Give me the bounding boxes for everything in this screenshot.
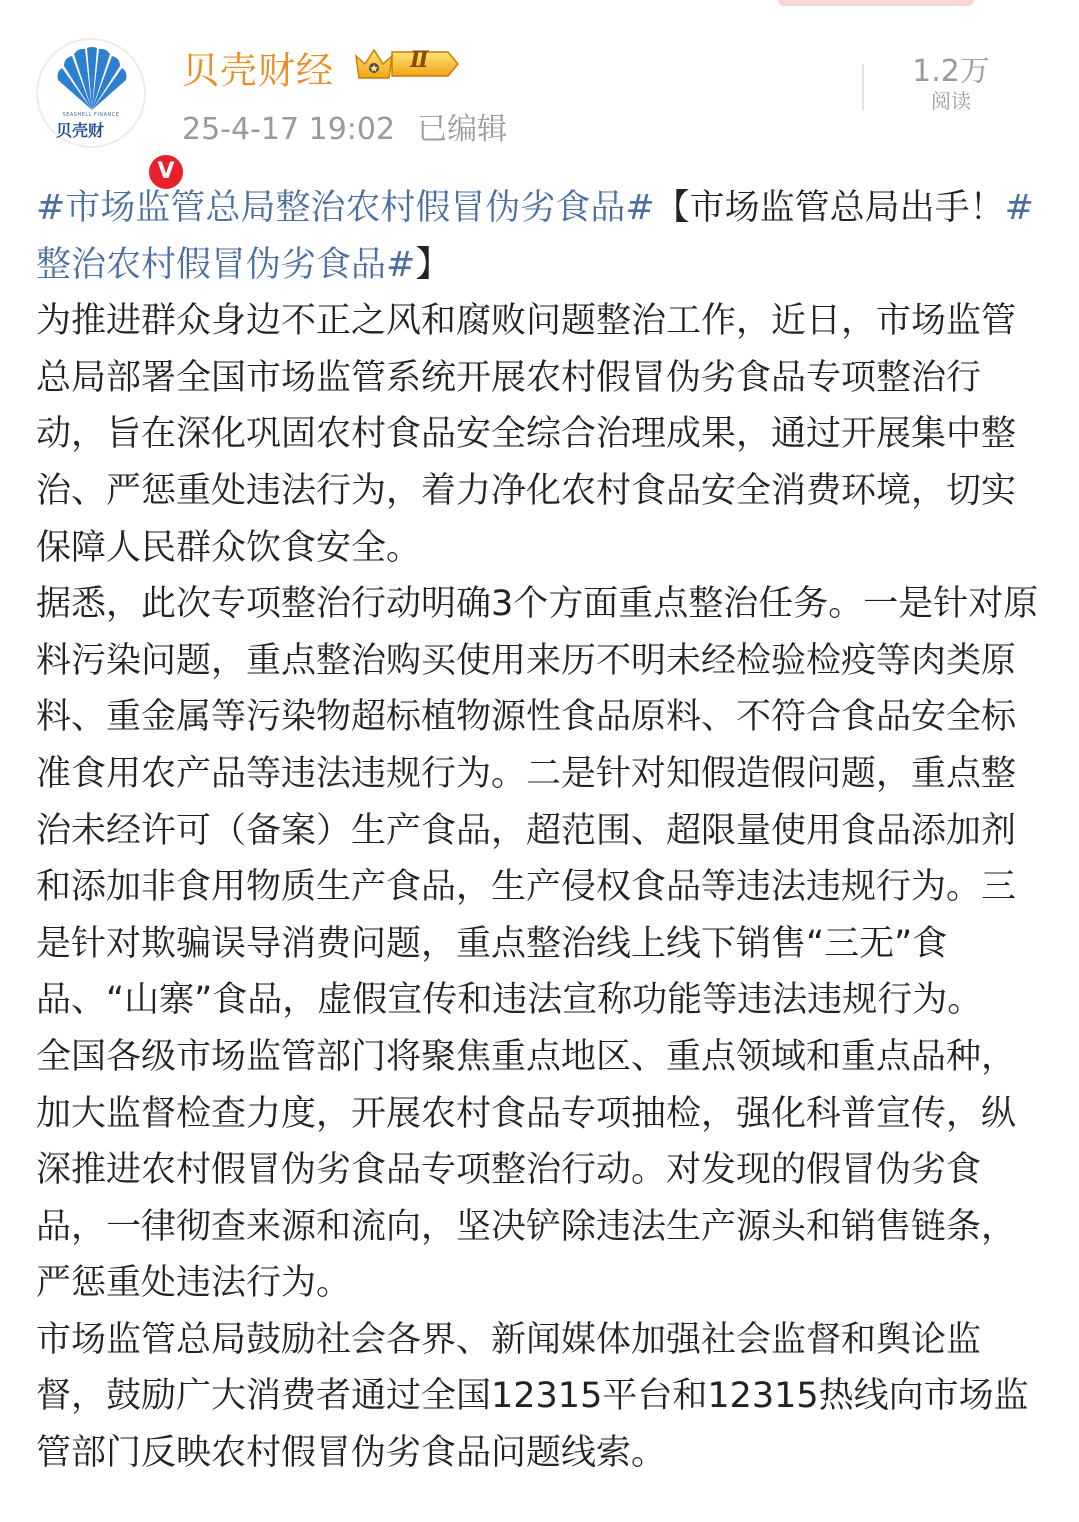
read-count-label: 阅读 [931,89,971,113]
vip-level-label: Ⅱ [410,47,429,73]
post-paragraph: 全国各级市场监管部门将聚焦重点地区、重点领域和重点品种，加大监督检查力度，开展农村食品专项抽检，强化科普宣传，纵深推进农村假冒伪劣食品专项整治行动。对发现的假冒伪劣食品，一律彻查来源和流向，坚决铲除违法生产源头和销售链条，严惩重处违法行为。 [36,1036,1017,1304]
post-body [36,180,1044,1482]
hashtag-link[interactable]: #整治农村假冒伪劣食品# [36,188,1034,285]
post-title-close: 】 [415,244,451,285]
post-meta [182,104,507,148]
post-paragraph: 据悉，此次专项整治行动明确3个方面重点整治任务。一是针对原料污染问题，重点整治购买使用来历不明未经检验检疫等肉类原料、重金属等污染物超标植物源性食品原料、不符合食品安全标准食用农产品等违法违规行为。二是针对知假造假问题，重点整治未经许可（备案）生产食品，超范围、超限量使用食品添加剂和添加非食用物质生产食品，生产侵权食品等违法违规行为。三是针对欺骗误导消费问题，重点整治线上线下销售“三无”食品、“山寨”食品，虚假宣传和违法宣称功能等违法违规行为。 [36,584,1039,1021]
post-header [0,0,1079,184]
read-count [888,54,1014,112]
post-paragraph: 市场监管总局鼓励社会各界、新闻媒体加强社会监督和舆论监督，鼓励广大消费者通过全国12315平台和12315热线向市场监管部门反映农村假冒伪劣食品问题线索。 [36,1319,1029,1474]
edited-label[interactable]: 已编辑 [417,112,508,147]
post-paragraph: 为推进群众身边不正之风和腐败问题整治工作，近日，市场监管总局部署全国市场监管系统开展农村假冒伪劣食品专项整治行动，旨在深化巩固农村食品安全综合治理成果，通过开展集中整治、严惩重处违法行为，着力净化农村食品安全消费环境，切实保障人民群众饮食安全。 [36,301,1017,568]
hashtag-link[interactable]: #市场监管总局整治农村假冒伪劣食品# [36,188,655,228]
crown-vip-icon[interactable] [352,44,460,84]
avatar-brand-text: 贝壳财 [56,121,105,140]
post-title-text: 【市场监管总局出手！ [654,188,1005,228]
seashell-logo-icon [52,46,132,112]
verified-icon: V [146,152,186,192]
avatar[interactable] [36,38,175,184]
username[interactable]: 贝壳财经 [182,49,334,92]
read-count-value: 1.2万 [912,54,990,89]
post-timestamp: 25-4-17 19:02 [182,112,396,147]
divider [862,64,864,110]
avatar-subtitle: SEASHELL FINANCE [62,112,120,118]
post-title-line [36,180,1044,293]
